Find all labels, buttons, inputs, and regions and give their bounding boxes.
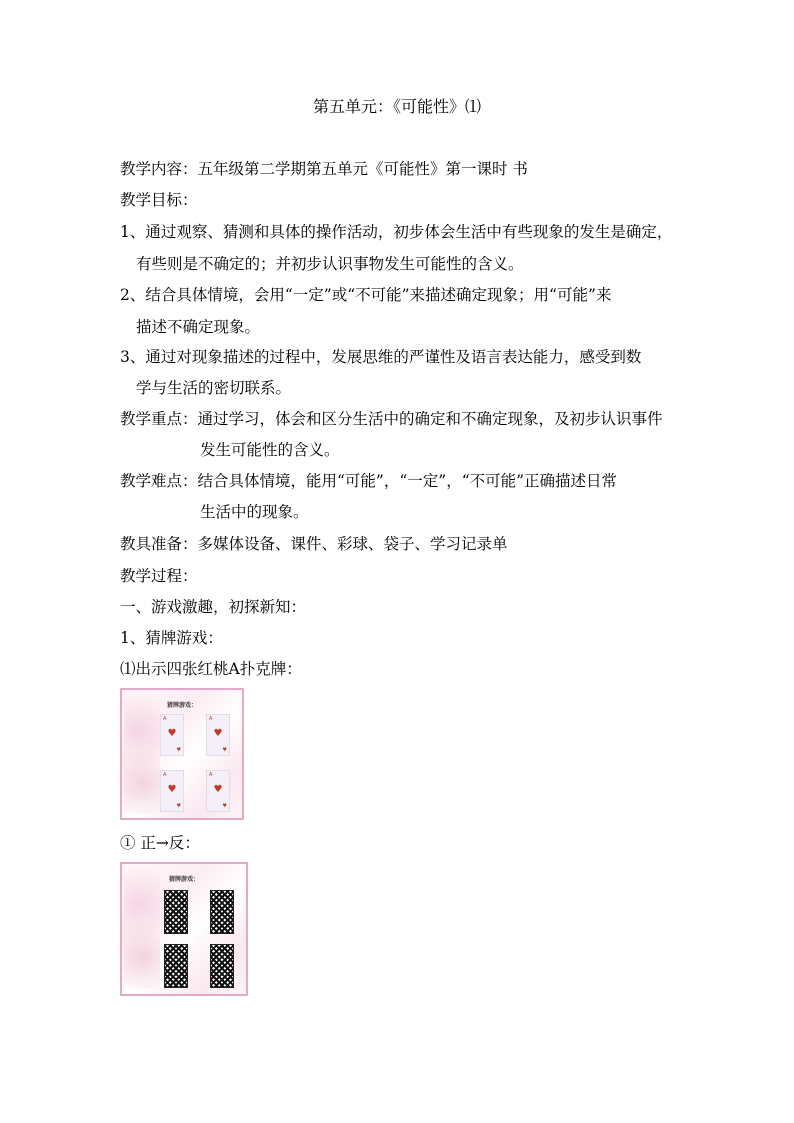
goal-1-line-a: 1、通过观察、猜测和具体的操作活动，初步体会生活中有些现象的发生是确定， bbox=[120, 223, 673, 241]
card-back bbox=[210, 890, 234, 934]
heart-icon: ♥ bbox=[213, 784, 223, 795]
goal-2-line-a: 2、结合具体情境，会用“一定”或“不可能”来描述确定现象；用“可能”来 bbox=[120, 286, 612, 304]
card-back bbox=[210, 944, 234, 988]
playing-card bbox=[160, 770, 184, 812]
playing-card bbox=[206, 714, 230, 756]
figure-2-label: 猜牌游戏： bbox=[168, 876, 199, 883]
goal-2-line-b: 描述不确定现象。 bbox=[136, 318, 261, 336]
heart-icon: ♥ bbox=[213, 728, 223, 739]
playing-card bbox=[206, 770, 230, 812]
card-rank-top: A bbox=[209, 716, 213, 722]
difficult-points-line-b: 生活中的现象。 bbox=[200, 503, 309, 521]
card-back bbox=[164, 944, 188, 988]
content-line: 教学内容：五年级第二学期第五单元《可能性》第一课时 书 bbox=[120, 160, 528, 178]
card-rank-bottom: ♥ bbox=[176, 747, 181, 753]
playing-card bbox=[160, 714, 184, 756]
item-1-heading: 1、猜牌游戏： bbox=[120, 629, 223, 647]
heart-icon: ♥ bbox=[167, 728, 177, 739]
card-rank-top: A bbox=[209, 772, 213, 778]
cards-face-up-image bbox=[120, 688, 244, 820]
card-rank-top: A bbox=[163, 772, 167, 778]
key-points-line-b: 发生可能性的含义。 bbox=[200, 441, 340, 459]
section-1-heading: 一、游戏激趣，初探新知： bbox=[120, 598, 307, 616]
card-rank-bottom: ♥ bbox=[176, 803, 181, 809]
card-rank-bottom: ♥ bbox=[222, 803, 227, 809]
difficult-points-line-a: 教学难点：结合具体情境，能用“可能”，“一定”，“不可能”正确描述日常 bbox=[120, 472, 618, 490]
cards-face-down-image bbox=[120, 862, 248, 996]
card-back bbox=[164, 890, 188, 934]
key-points-line-a: 教学重点：通过学习，体会和区分生活中的确定和不确定现象，及初步认识事件 bbox=[120, 410, 663, 428]
step-1-text: ⑴出示四张红桃A扑克牌： bbox=[120, 660, 302, 678]
goal-3-line-b: 学与生活的密切联系。 bbox=[136, 379, 292, 397]
card-rank-top: A bbox=[163, 716, 167, 722]
floral-decoration bbox=[124, 868, 160, 988]
process-heading: 教学过程： bbox=[120, 567, 198, 585]
floral-decoration bbox=[124, 694, 160, 814]
goal-1-line-b: 有些则是不确定的；并初步认识事物发生可能性的含义。 bbox=[136, 255, 524, 273]
figure-1-label: 猜牌游戏： bbox=[166, 702, 197, 709]
page-title: 第五单元：《可能性》⑴ bbox=[312, 97, 481, 116]
goals-heading: 教学目标： bbox=[120, 191, 198, 209]
card-rank-bottom: ♥ bbox=[222, 747, 227, 753]
materials-line: 教具准备：多媒体设备、课件、彩球、袋子、学习记录单 bbox=[120, 535, 508, 553]
goal-3-line-a: 3、通过对现象描述的过程中，发展思维的严谨性及语言表达能力，感受到数 bbox=[120, 348, 642, 366]
step-circle-1-text: ① 正→反： bbox=[120, 834, 200, 852]
heart-icon: ♥ bbox=[167, 784, 177, 795]
